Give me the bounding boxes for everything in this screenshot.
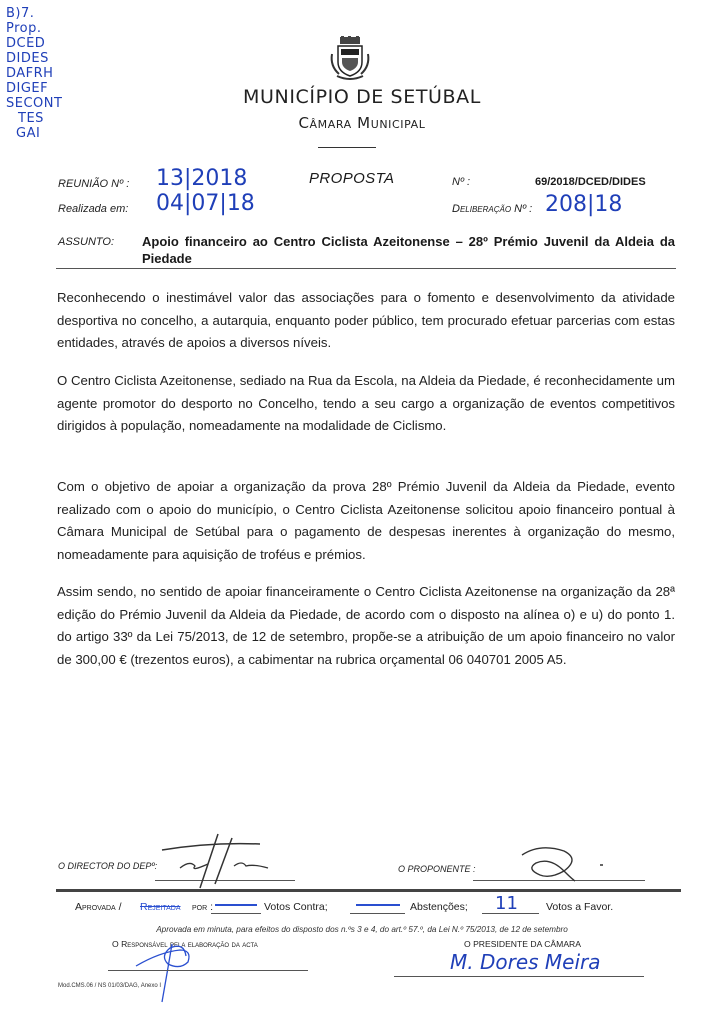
margin-note: DAFRH [6,66,54,81]
municipality-title: MUNICÍPIO DE SETÚBAL [243,86,481,108]
numero-label: Nº : [452,176,471,188]
director-signature [150,830,290,890]
presidente-label: O PRESIDENTE DA CÂMARA [464,939,581,949]
numero-value: 69/2018/DCED/DIDES [535,176,646,188]
signatures-divider [56,889,681,892]
body-paragraph: Reconhecendo o inestimável valor das associações para o fomento e desenvolvimento da atividade desportiva no concelho, a autarquia, enquanto poder público, tem procurado efetuar parcerias com estas entidades, através de apoios a diversos níveis. [57,290,675,351]
margin-note: DCED [6,36,46,51]
coat-of-arms-icon [329,36,371,80]
proponente-label: O PROPONENTE : [398,864,476,874]
margin-note: SECONT [6,96,63,111]
presidente-signature: M. Dores Meira [450,950,601,974]
presidente-signature-line [394,976,644,977]
reuniao-label: REUNIÃO Nº : [58,178,130,190]
body-paragraph: O Centro Ciclista Azeitonense, sediado na Rua da Escola, na Aldeia da Piedade, é reconhecidamente um agente promotor do desporto no Concelho, tendo a seu cargo a organização de eventos competitivos dirigidos à população, nomeadamente na modalidade de Ciclismo. [57,373,675,434]
por-label: por : [192,901,214,913]
responsavel-label: O Responsável pela elaboração da acta [112,939,258,949]
margin-note: B)7. [6,6,35,21]
realizada-value: 04|07|18 [156,191,255,216]
reuniao-value: 13|2018 [156,166,248,191]
favor-label: Votos a Favor. [546,901,614,913]
deliberacao-value: 208|18 [545,192,623,217]
municipality-subtitle: Câmara Municipal [298,114,426,132]
header-divider [318,147,376,148]
margin-note: DIDES [6,51,49,66]
abstencoes-value-dash [356,904,400,906]
body-paragraph: Assim sendo, no sentido de apoiar financeiramente o Centro Ciclista Azeitonense na organização da 28ª edição do Prémio Juvenil da Aldeia da Piedade, de acordo com o disposto na alínea o) e u) do ponto 1. do artigo 33º da Lei 75/2013, de 12 de setembro, propõe-se a atribuição de um apoio financeiro no valor de 300,00 € (trezentos euros), a cabimentar na rubrica orçamental 06 040701 2005 A5. [57,584,675,667]
document-type: PROPOSTA [309,170,395,187]
proponente-signature [520,845,610,885]
favor-value: 11 [495,893,518,914]
form-footer-code: Mod.CMS.06 / NS 01/03/DAG, Anexo I [58,983,162,989]
aprovada-label: Aprovada / [75,901,122,913]
director-label: O DIRECTOR DO DEPº: [58,861,158,871]
contra-line [211,913,261,914]
subject-label: ASSUNTO: [58,236,115,248]
contra-label: Votos Contra; [264,901,328,913]
subject-divider [56,268,676,269]
responsavel-signature-line [108,970,308,971]
margin-note: Prop. [6,21,42,36]
margin-note: TES [18,111,44,126]
margin-note: GAI [16,126,41,141]
deliberacao-label: Deliberação Nº : [452,203,533,215]
rejeitada-label-struck: Rejeitada [140,901,181,913]
abstencoes-line [350,913,405,914]
body-paragraph: Com o objetivo de apoiar a organização da prova 28º Prémio Juvenil da Aldeia da Piedade, evento realizado com o apoio do município, o Centro Ciclista Azeitonense solicitou apoio financeiro pontual à Câmara Municipal de Setúbal para o pagamento de despesas inerentes à organização do mesmo, nomeadamente para aquisição de troféus e prémios. [57,479,675,562]
contra-value-dash [215,904,257,906]
realizada-label: Realizada em: [58,203,129,215]
approval-note: Aprovada em minuta, para efeitos do disposto dos n.ºs 3 e 4, do art.º 57.º, da Lei N.º 75/2013, de 12 de setembro [156,925,568,934]
abstencoes-label: Abstenções; [410,901,468,913]
subject-text: Apoio financeiro ao Centro Ciclista Azeitonense – 28º Prémio Juvenil da Aldeia da Piedade [142,234,675,266]
responsavel-signature [130,938,200,1008]
margin-note: DIGEF [6,81,49,96]
